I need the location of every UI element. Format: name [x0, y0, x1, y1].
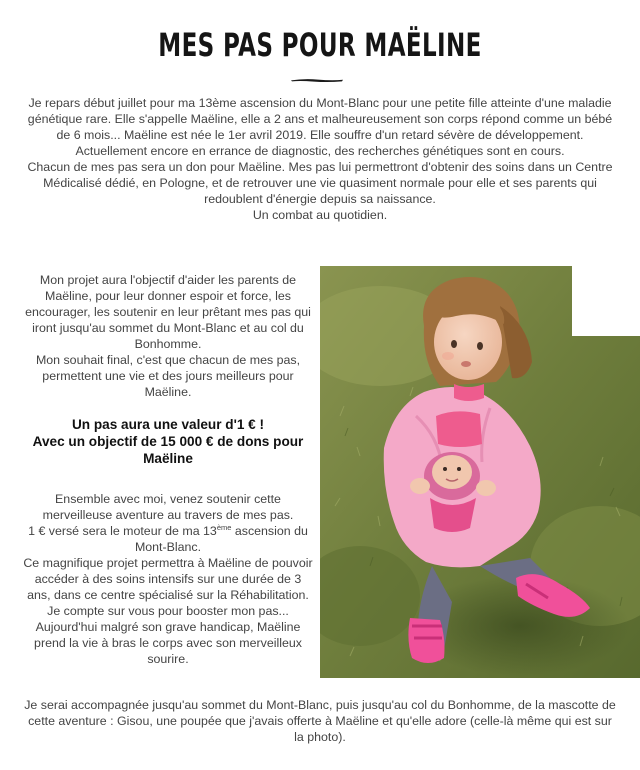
project-paragraph: Mon projet aura l'objectif d'aider les parents de Maëline, pour leur donner espoir et force, les encourager, les soutenir en leur prêtant mes pas qui iront jusqu'au sommet du Mont-Blanc et au col du Bonhomme.: [25, 273, 311, 351]
outro-text: Je serai accompagnée jusqu'au sommet du Mont-Blanc, puis jusqu'au col du Bonhomme, de la mascotte de cette aventure : Gisou, une poupée que j'avais offerte à Maëline et qu'elle adore (celle-là même qui est sur la photo).: [24, 698, 616, 744]
project-paragraph: Mon souhait final, c'est que chacun de mes pas, permettent une vie et des jours meilleurs pour Maëline.: [35, 353, 301, 399]
intro-text: [24, 95, 616, 223]
brush-underline: [290, 77, 344, 83]
project-paragraph: Aujourd'hui malgré son grave handicap, Maëline prend la vie à bras le corps avec son merveilleux sourire.: [34, 620, 302, 666]
intro-paragraph: Chacun de mes pas sera un don pour Maëline. Mes pas lui permettront d'obtenir des soins dans un Centre Médicalisé dédié, en Pologne, et de retrouver une vie quasiment normale pour elle et ses parents qui redoublent d'énergie depuis sa naissance.: [27, 160, 613, 206]
intro-paragraph: Un combat au quotidien.: [252, 208, 388, 222]
text-run: ascension du Mont-Blanc.: [134, 524, 308, 554]
intro-paragraph: Je repars début juillet pour ma 13ème ascension du Mont-Blanc pour une petite fille atteinte d'une maladie génétique rare. Elle s'appelle Maëline, elle a 2 ans et malheureusement son corps répond comme un bébé de 6 mois... Maëline est née le 1er avril 2019. Elle souffre d'un retard sévère de développement.: [27, 96, 613, 142]
project-description: [22, 272, 314, 667]
page-title: MES PAS POUR MAËLINE: [158, 26, 482, 64]
donation-goal-line: Un pas aura une valeur d'1 € !: [71, 417, 265, 432]
donation-goal: [22, 416, 314, 467]
superscript: ème: [216, 523, 232, 532]
text-run: 1 € versé sera le moteur de ma 13: [28, 524, 217, 538]
project-paragraph: [22, 523, 314, 555]
project-paragraph: Je compte sur vous pour booster mon pas...: [47, 604, 289, 618]
intro-paragraph: Actuellement encore en errance de diagnostic, des recherches génétiques sont en cours.: [75, 144, 565, 158]
project-paragraph: Ensemble avec moi, venez soutenir cette merveilleuse aventure au travers de mes pas.: [42, 492, 294, 522]
photo-notch: [572, 266, 640, 336]
project-paragraph: Ce magnifique projet permettra à Maëline de pouvoir accéder à des soins intensifs sur une durée de 3 ans, dans ce centre spécialisé sur la Réhabilitation.: [23, 556, 313, 602]
donation-goal-line: Avec un objectif de 15 000 € de dons pour Maëline: [32, 434, 304, 466]
